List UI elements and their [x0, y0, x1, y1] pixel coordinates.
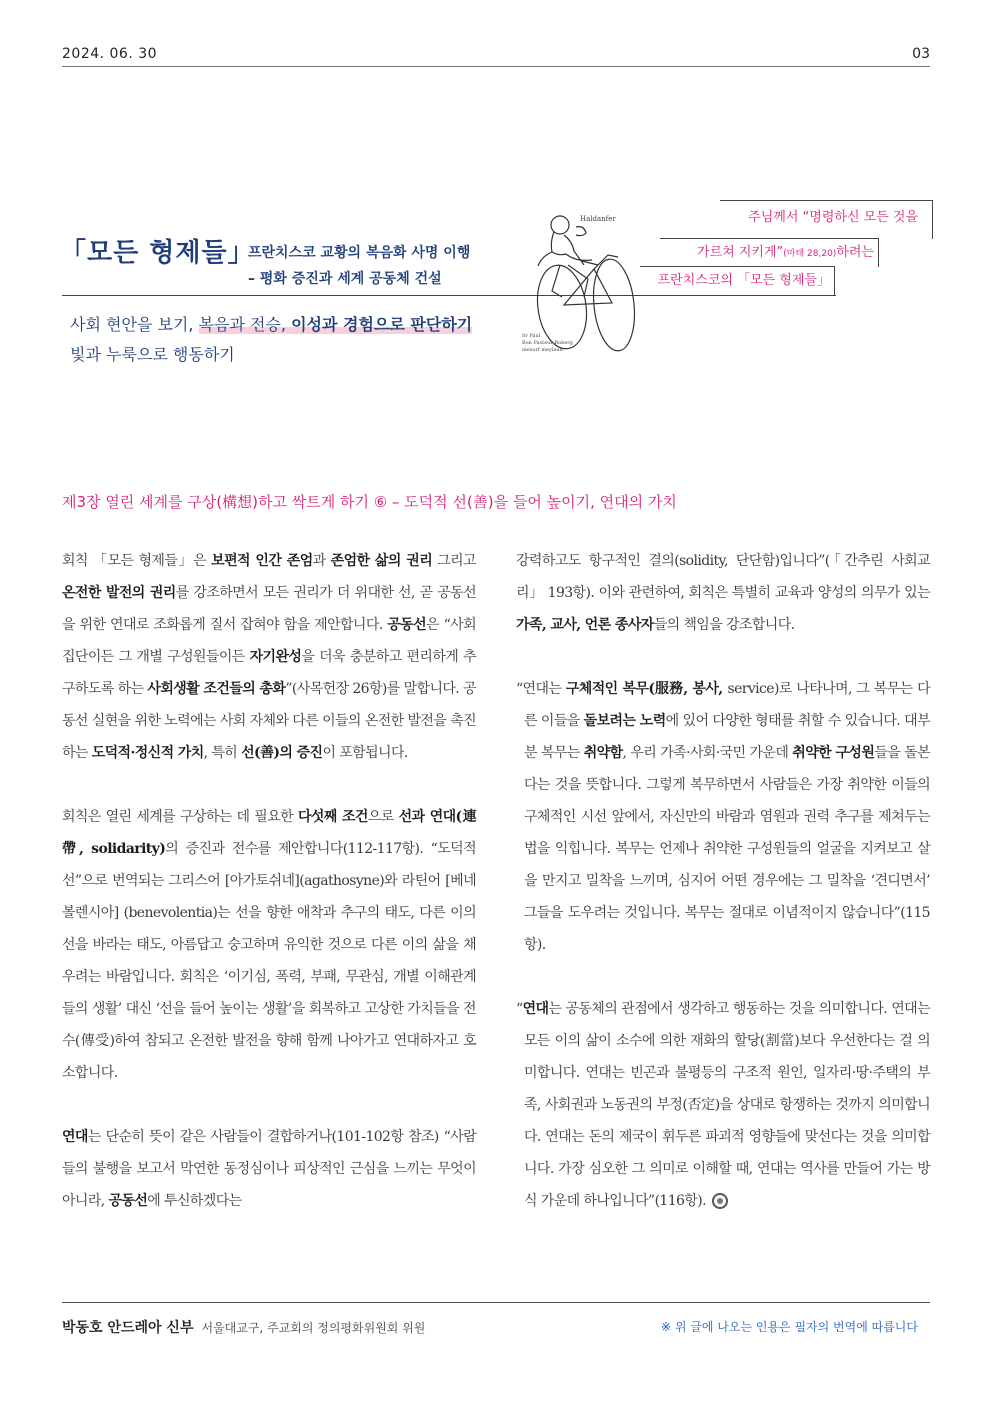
- front-wheel: [589, 257, 638, 353]
- stair-quote-line-1: 주님께서 “명령하신 모든 것을: [748, 210, 918, 225]
- author-name: 박동호 안드레아 신부: [62, 1320, 194, 1336]
- left-paragraph-2: 회칙은 열린 세계를 구상하는 데 필요한 다섯째 조건으로 선과 연대(連帶, solidarity)의 증진과 전수를 제안합니다(112-117항). “도덕적 선”으로 번역되는 그리스어 [아가토쉬네](agathosyne)와 라틴어 [베네볼렌시아] (benevolentia)는 선을 향한 애착과 추구의 태도, 다른 이의 선을 바라는 태도, 아름답고 숭고하며 유익한 것으로 다른 이의 삶을 채우려는 바람입니다. 회칙은 ‘이기심, 폭력, 부패, 무관심, 개별 이해관계들의 생활’ 대신 ‘선을 들어 높이는 생활’을 회복하고 고상한 가치들을 전수(傳受)하여 참되고 온전한 발전을 향해 함께 나아가고 연대하자고 호소합니다.: [62, 809, 476, 1081]
- tagline-reason: 이성과 경험으로 판단하기: [291, 315, 473, 334]
- series-title: 「모든 형제들」: [60, 238, 255, 268]
- left-paragraph-1: 회칙 「모든 형제들」은 보편적 인간 존엄과 존엄한 삶의 권리 그리고 온전한 발전의 권리를 강조하면서 모든 권리가 더 위대한 선, 곧 공동선을 위한 연대로 조화롭게 질서 잡혀야 함을 제안합니다. 공동선은 “사회 집단이든 그 개별 구성원들이든 자기완성을 더욱 충분하고 편리하게 추구하도록 하는 사회생활 조건들의 총화”(사목헌장 26항)를 말합니다. 공동선 실현을 위한 노력에는 사회 자체와 다른 이들의 온전한 발전을 촉진하는 도덕적·정신적 가치, 특히 선(善)의 증진이 포함됩니다.: [62, 553, 476, 761]
- top-divider: [62, 66, 930, 67]
- footer-divider: [62, 1302, 930, 1303]
- issue-date: 2024. 06. 30: [62, 46, 158, 62]
- tagline: [70, 310, 472, 370]
- left-paragraph-3: 연대는 단순히 뜻이 같은 사람들이 결합하거나(101-102항 참조) “사람들의 불행을 보고서 막연한 동정심이나 피상적인 근심을 느끼는 무엇이 아니라, 공동선에 투신하겠다는: [62, 1129, 476, 1209]
- illustration-label: Haldanfer: [580, 215, 616, 223]
- end-mark-icon: [712, 1193, 728, 1209]
- stair-citation: (마태 28,20): [783, 249, 837, 259]
- body-column-right: [516, 545, 930, 1249]
- illustration-caption-1: Sr Paul: [522, 333, 541, 339]
- tagline-line-1: [70, 310, 472, 340]
- right-paragraph-1: 강력하고도 항구적인 결의(solidity, 단단함)입니다”(「간추린 사회교리」 193항). 이와 관련하여, 회칙은 특별히 교육과 양성의 의무가 있는 가족, 교사, 언론 종사자들의 책임을 강조합니다.: [516, 553, 930, 633]
- illustration-caption-3: mesurf meylaud: [522, 347, 563, 353]
- author-affiliation: 서울대교구, 주교회의 정의평화위원회 위원: [201, 1321, 426, 1335]
- series-subtitle-line-2: – 평화 증진과 세계 공동체 건설: [248, 271, 442, 287]
- author-byline: [62, 1317, 425, 1337]
- tagline-line-2: 빛과 누룩으로 행동하기: [70, 345, 235, 364]
- tagline-gospel: 복음과 전승,: [198, 315, 292, 334]
- stair-line-2-b: 하려는: [836, 245, 874, 260]
- translation-note: ※ 위 글에 나오는 인용은 필자의 번역에 따릅니다: [660, 1320, 918, 1334]
- figure-head: [551, 216, 569, 234]
- francis-bicycle-illustration: [520, 205, 650, 360]
- series-subtitle-line-1: 프란치스코 교황의 복음화 사명 이행: [248, 245, 471, 261]
- stair-quote-line-3: 프란치스코의 「모든 형제들」: [657, 273, 830, 288]
- illustration-caption-2: Bon Pasteur Roberg: [522, 340, 573, 346]
- tagline-judge-highlight: [199, 315, 473, 334]
- series-subtitle: [248, 240, 470, 292]
- right-paragraph-2: “연대는 구체적인 복무(服務, 봉사, service)로 나타나며, 그 복무는 다른 이들을 돌보려는 노력에 있어 다양한 형태를 취할 수 있습니다. 대부분 복무는 취약함, 우리 가족·사회·국민 가운데 취약한 구성원들을 돌본다는 것을 뜻합니다. 그렇게 복무하면서 사람들은 가장 취약한 이들의 구체적인 시선 앞에서, 자신만의 바람과 염원과 권력 추구를 제쳐두는 법을 익힙니다. 복무는 언제나 취약한 구성원들의 얼굴을 지켜보고 살을 만지고 밀착을 느끼며, 심지어 어떤 경우에는 그 밀착을 ‘견디면서’ 그들을 도우려는 것입니다. 복무는 절대로 이념적이지 않습니다”(115항).: [516, 681, 930, 953]
- right-paragraph-3: “연대는 공동체의 관점에서 생각하고 행동하는 것을 의미합니다. 연대는 모든 이의 삶이 소수에 의한 재화의 할당(割當)보다 우선한다는 걸 의미합니다. 연대는 빈곤과 불평등의 구조적 원인, 일자리·땅·주택의 부족, 사회권과 노동권의 부정(否定)을 상대로 항쟁하는 것까지 의미합니다. 연대는 돈의 제국이 휘두른 파괴적 영향들에 맞선다는 것을 의미합니다. 가장 심오한 그 의미로 이해할 때, 연대는 역사를 만들어 가는 방식 가운데 하나입니다”(116항).: [516, 1001, 930, 1209]
- tagline-see: 사회 현안을 보기,: [70, 315, 199, 334]
- chapter-heading: 제3장 열린 세계를 구상(構想)하고 싹트게 하기 ⑥ – 도덕적 선(善)을 들어 높이기, 연대의 가치: [62, 493, 677, 511]
- stair-quote-line-2: [697, 241, 874, 260]
- page-number: 03: [912, 46, 930, 62]
- stair-line-2-a: 가르쳐 지키게”: [697, 245, 784, 260]
- body-column-left: [62, 545, 476, 1249]
